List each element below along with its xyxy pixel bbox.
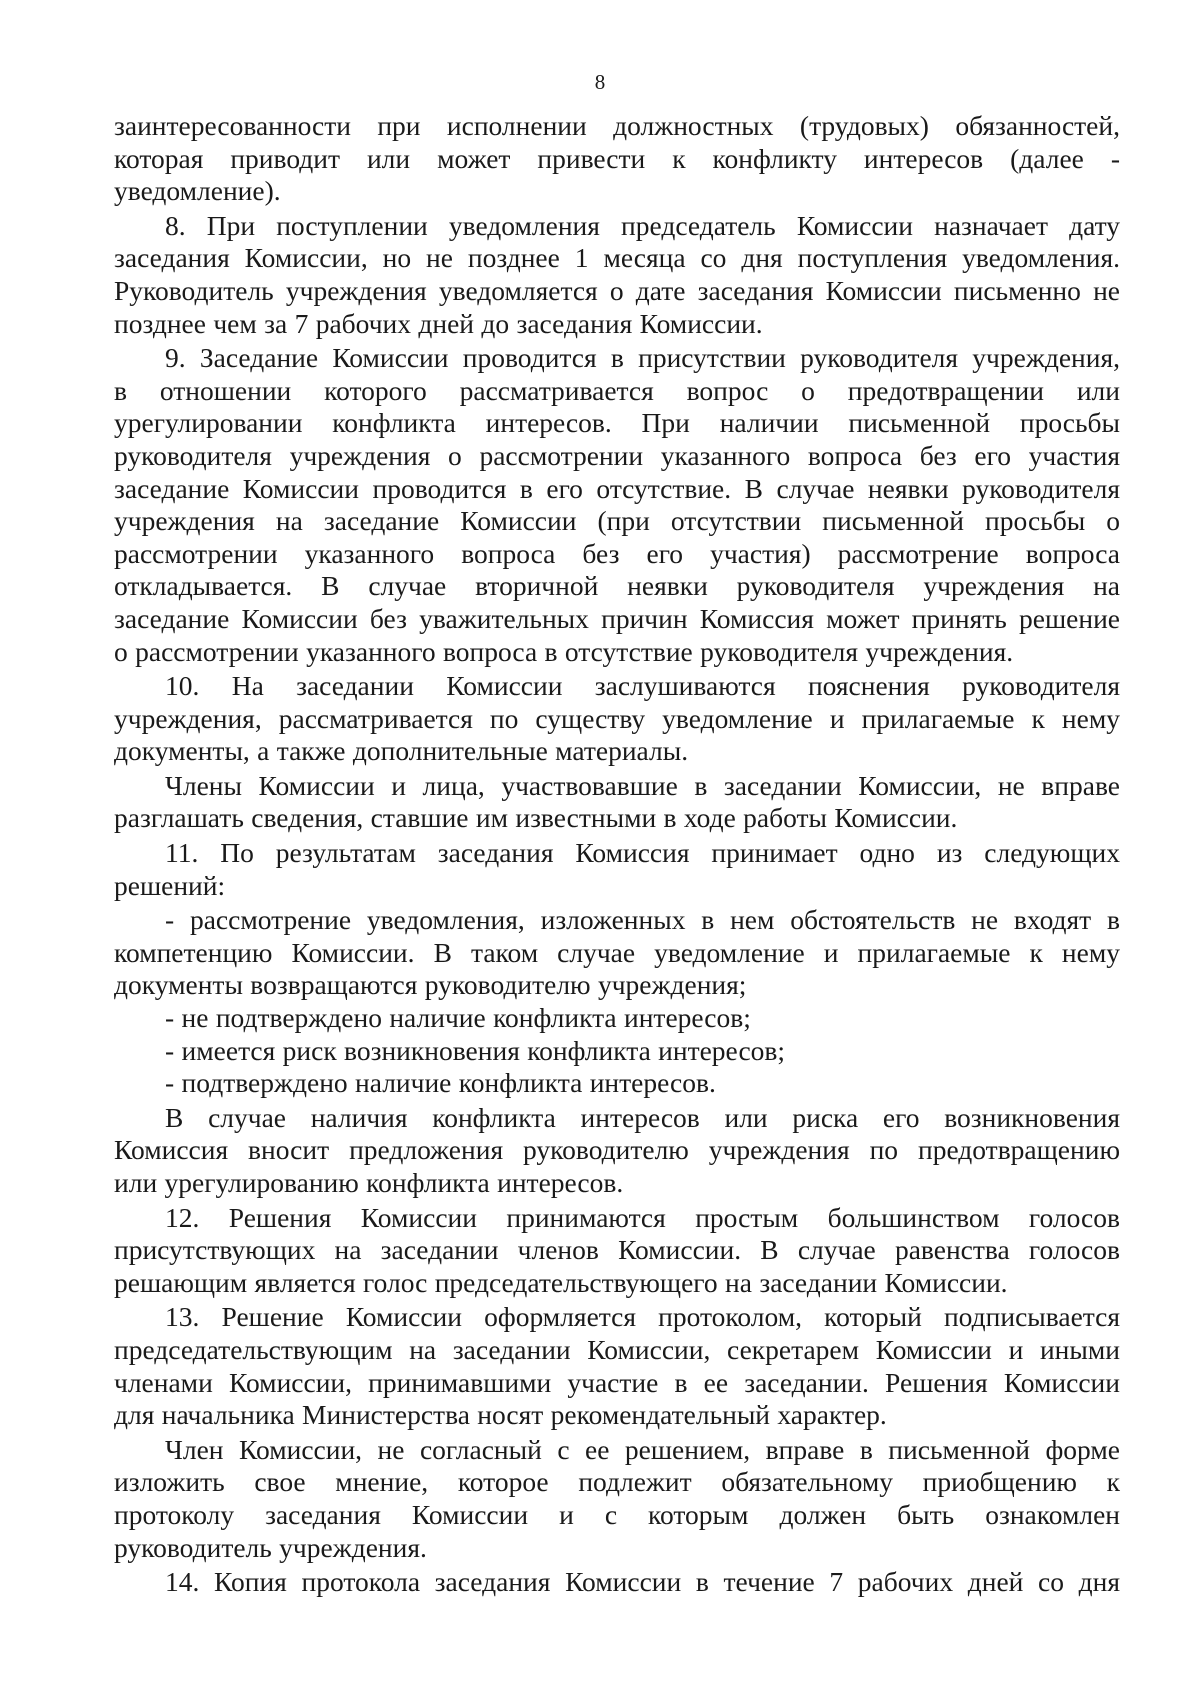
text-line: председательствующим на заседании Комиссии, секретарем Комиссии и иными: [114, 1333, 1120, 1365]
text-line: - рассмотрение уведомления, изложенных в нем обстоятельств не входят в: [165, 904, 1120, 936]
paragraph-decision-option: [114, 904, 1120, 1002]
page-number: 8: [594, 70, 606, 94]
paragraph-item-10: [114, 670, 1120, 768]
text-line: учреждения на заседание Комиссии (при отсутствии письменной просьбы о: [114, 505, 1120, 537]
text-line: 12. Решения Комиссии принимаются простым большинством голосов: [165, 1201, 1120, 1233]
text-line: или урегулированию конфликта интересов.: [114, 1167, 624, 1198]
paragraph-confidentiality: [114, 770, 1120, 835]
decision-option: - не подтверждено наличие конфликта интересов;: [165, 1002, 751, 1034]
text-line: уведомление).: [114, 175, 281, 207]
paragraph-item-13: [114, 1301, 1120, 1431]
text-line: разглашать сведения, ставшие им известными в ходе работы Комиссии.: [114, 802, 958, 834]
text-line: изложить свое мнение, которое подлежит обязательному приобщению к: [114, 1466, 1120, 1498]
text-line: о рассмотрении указанного вопроса в отсутствие руководителя учреждения.: [114, 635, 1014, 667]
text-line: 9. Заседание Комиссии проводится в присутствии руководителя учреждения,: [165, 342, 1120, 374]
text-line: решений:: [114, 869, 226, 901]
text-line: Член Комиссии, не согласный с ее решением, вправе в письменной форме: [165, 1433, 1120, 1465]
text-line: заседание Комиссии без уважительных причин Комиссия может принять решение: [114, 602, 1120, 634]
paragraph-continuation: [114, 110, 1120, 208]
text-line: которая приводит или может привести к конфликту интересов (далее -: [114, 142, 1120, 174]
text-line: Руководитель учреждения уведомляется о дате заседания Комиссии письменно не: [114, 274, 1120, 306]
decision-option: - имеется риск возникновения конфликта интересов;: [165, 1034, 786, 1066]
paragraph-item-9: [114, 342, 1120, 668]
paragraph-item-11: [114, 837, 1120, 902]
text-line: протоколу заседания Комиссии и с которым должен быть ознакомлен: [114, 1498, 1120, 1530]
document-body: [114, 110, 1120, 1599]
text-line: 14. Копия протокола заседания Комиссии в течение 7 рабочих дней со дня: [165, 1566, 1120, 1598]
paragraph-conflict-proposals: [114, 1102, 1120, 1200]
text-line: заседания Комиссии, но не позднее 1 месяца со дня поступления уведомления.: [114, 242, 1120, 274]
text-line: откладывается. В случае вторичной неявки руководителя учреждения на: [114, 570, 1120, 602]
text-line: для начальника Министерства носят рекомендательный характер.: [114, 1399, 887, 1431]
text-line: позднее чем за 7 рабочих дней до заседания Комиссии.: [114, 307, 763, 339]
text-line: решающим является голос председательствующего на заседании Комиссии.: [114, 1266, 1008, 1298]
text-line: урегулировании конфликта интересов. При наличии письменной просьбы: [114, 407, 1120, 439]
text-line: Комиссия вносит предложения руководителю учреждения по предотвращению: [114, 1134, 1120, 1166]
text-line: компетенцию Комиссии. В таком случае уведомление и прилагаемые к нему: [114, 936, 1120, 968]
text-line: заседание Комиссии проводится в его отсутствие. В случае неявки руководителя: [114, 472, 1120, 504]
text-line: документы, а также дополнительные материалы.: [114, 735, 689, 767]
text-line: В случае наличия конфликта интересов или риска его возникновения: [165, 1101, 1120, 1133]
text-line: 13. Решение Комиссии оформляется протоколом, который подписывается: [165, 1301, 1120, 1333]
text-line: Члены Комиссии и лица, участвовавшие в заседании Комиссии, не вправе: [165, 769, 1120, 801]
decision-option: - подтверждено наличие конфликта интересов.: [165, 1067, 716, 1099]
text-line: 10. На заседании Комиссии заслушиваются пояснения руководителя: [165, 670, 1120, 702]
text-line: заинтересованности при исполнении должностных (трудовых) обязанностей,: [114, 110, 1120, 141]
paragraph-item-8: [114, 210, 1120, 340]
text-line: учреждения, рассматривается по существу уведомление и прилагаемые к нему: [114, 702, 1120, 734]
text-line: руководитель учреждения.: [114, 1531, 427, 1563]
text-line: в отношении которого рассматривается вопрос о предотвращении или: [114, 374, 1120, 406]
text-line: присутствующих на заседании членов Комиссии. В случае равенства голосов: [114, 1234, 1120, 1266]
text-line: 11. По результатам заседания Комиссия принимает одно из следующих: [165, 837, 1120, 869]
text-line: документы возвращаются руководителю учреждения;: [114, 969, 747, 1001]
text-line: рассмотрении указанного вопроса без его участия) рассмотрение вопроса: [114, 537, 1120, 569]
text-line: 8. При поступлении уведомления председатель Комиссии назначает дату: [165, 209, 1120, 241]
text-line: руководителя учреждения о рассмотрении указанного вопроса без его участия: [114, 439, 1120, 471]
paragraph-item-12: [114, 1202, 1120, 1300]
text-line: членами Комиссии, принимавшими участие в ее заседании. Решения Комиссии: [114, 1366, 1120, 1398]
paragraph-item-14: [114, 1566, 1120, 1599]
paragraph-dissenting-opinion: [114, 1434, 1120, 1564]
